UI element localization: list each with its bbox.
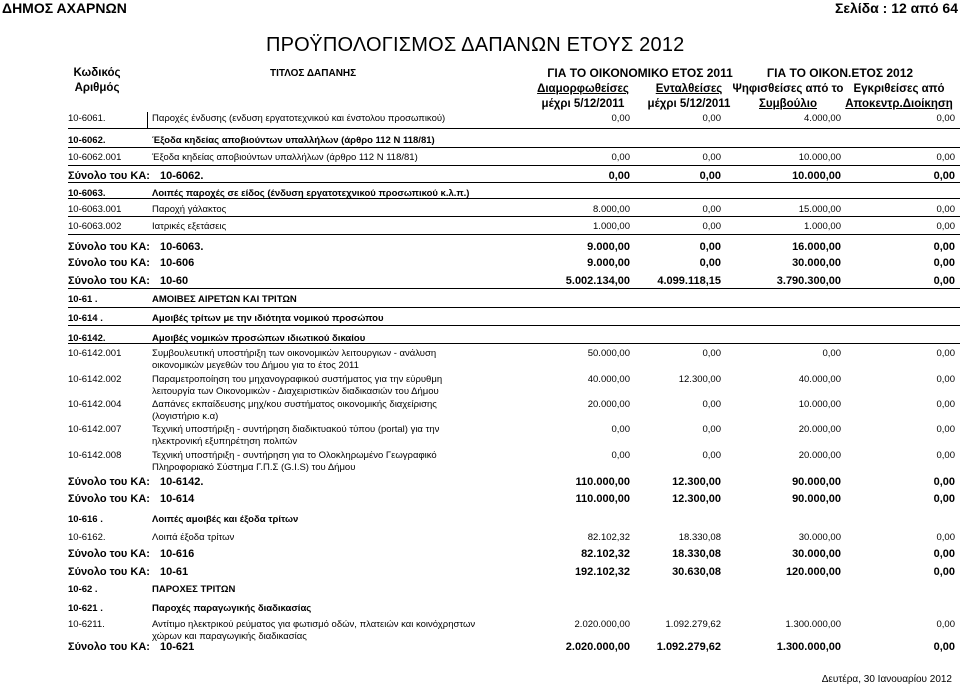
row-value: 20.000,00 [587,399,630,410]
row-description: Αμοιβές τρίτων με την ιδιότητα νομικού προσώπου [152,313,384,324]
row-separator [68,307,960,308]
row-value: 10.000,00 [798,152,841,163]
total-code: 10-6063. [160,241,204,253]
row-value: 0,00 [611,450,630,461]
total-code: 10-60 [160,275,189,287]
column-formed-line2: μέχρι 5/12/2011 [541,98,625,110]
total-label: Σύνολο του ΚΑ: [68,566,150,578]
row-value: 0,00 [936,152,955,163]
total-code: 10-614 [160,493,195,505]
row-description: Παραμετροποίηση του μηχανογραφικού συστήματος για την εύρυθμη [152,374,443,385]
total-value: 18.330,08 [672,548,721,560]
row-code: 10-62 . [68,584,98,595]
total-label: Σύνολο του ΚΑ: [68,641,150,653]
total-label: Σύνολο του ΚΑ: [68,275,150,287]
column-code [72,66,122,96]
row-code: 10-6142. [68,333,106,344]
row-code: 10-6062.001 [68,152,122,163]
row-value: 0,00 [702,113,721,124]
row-value: 50.000,00 [587,348,630,359]
total-label: Σύνολο του ΚΑ: [68,257,150,269]
row-code: 10-6142.004 [68,399,122,410]
row-description: ΠΑΡΟΧΕΣ ΤΡΙΤΩΝ [152,584,236,595]
total-label: Σύνολο του ΚΑ: [68,241,150,253]
row-value: 0,00 [702,348,721,359]
row-separator [68,288,960,289]
row-description: Δαπάνες εκπαίδευσης μηχ/κου συστήματος οικονομικής διαχείρισης [152,399,437,410]
row-description: Παροχές παραγωγικής διαδικασίας [152,603,312,614]
row-separator [68,128,960,129]
total-code: 10-606 [160,257,195,269]
row-code: 10-6063.001 [68,204,122,215]
row-code: 10-6142.007 [68,424,122,435]
total-value: 0,00 [933,548,955,560]
row-description: Λοιπές αμοιβές και έξοδα τρίτων [152,514,299,525]
row-value: 8.000,00 [593,204,630,215]
column-formed-line1: Διαμορφωθείσες [537,83,629,95]
row-separator [68,182,960,183]
row-value: 0,00 [936,532,955,543]
total-label: Σύνολο του ΚΑ: [68,170,150,182]
total-value: 0,00 [933,241,955,253]
row-value: 1.000,00 [593,221,630,232]
row-separator [68,325,960,326]
row-value: 0,00 [702,450,721,461]
row-code: 10-61 . [68,294,98,305]
total-value: 9.000,00 [587,241,630,253]
row-description: Ιατρικές εξετάσεις [152,221,227,232]
row-description: ΑΜΟΙΒΕΣ ΑΙΡΕΤΩΝ ΚΑΙ ΤΡΙΤΩΝ [152,294,297,305]
total-value: 4.099.118,15 [657,275,721,287]
column-approved-line1: Εγκριθείσες από [853,83,945,95]
row-description-cont: ηλεκτρονική εξυπηρέτηση πολιτών [152,436,298,447]
column-voted [728,82,848,112]
total-value: 90.000,00 [792,476,841,488]
row-value: 10.000,00 [798,399,841,410]
row-code: 10-6061. [68,113,106,124]
total-value: 0,00 [933,641,955,653]
row-separator [68,165,960,166]
row-value: 0,00 [936,221,955,232]
row-value: 0,00 [702,424,721,435]
row-value: 0,00 [936,619,955,630]
column-expense-title: ΤΙΤΛΟΣ ΔΑΠΑΝΗΣ [270,68,357,79]
row-value: 0,00 [936,399,955,410]
row-code: 10-6142.008 [68,450,122,461]
column-group-2012: ΓΙΑ ΤΟ ΟΙΚΟΝ.ΕΤΟΣ 2012 [766,66,914,80]
row-description-cont: λειτουργία των Οικονομικών - Διαχειριστικών διαδικασιών του Δήμου [152,386,439,397]
row-value: 4.000,00 [804,113,841,124]
row-separator [68,216,960,217]
total-value: 10.000,00 [792,170,841,182]
column-ordered-line1: Ενταλθείσες [655,83,723,95]
total-value: 82.102,32 [581,548,630,560]
total-value: 110.000,00 [575,493,630,505]
row-value: 0,00 [611,113,630,124]
total-code: 10-6142. [160,476,204,488]
row-value: 1.000,00 [804,221,841,232]
total-label: Σύνολο του ΚΑ: [68,476,150,488]
total-value: 5.002.134,00 [565,275,630,287]
row-description: Τεχνική υποστήριξη - συντήρηση για το Ολοκληρωμένο Γεωγραφικό [152,450,437,461]
total-value: 0,00 [608,170,630,182]
row-code: 10-621 . [68,603,103,614]
column-approved-line2: Αποκεντρ.Διοίκηση [845,98,953,110]
row-description: Αντίτιμο ηλεκτρικού ρεύματος για φωτισμό οδών, πλατειών και κοινόχρηστων [152,619,476,630]
total-label: Σύνολο του ΚΑ: [68,493,150,505]
row-value: 0,00 [936,204,955,215]
column-voted-line2: Συμβούλιο [759,98,817,110]
municipality-name: ΔΗΜΟΣ ΑΧΑΡΝΩΝ [2,0,127,16]
total-value: 0,00 [933,476,955,488]
row-value: 1.092.279,62 [665,619,721,630]
total-value: 0,00 [933,170,955,182]
row-description: Συμβουλευτική υποστήριξη των οικονομικών λειτουργιων - ανάλυση [152,348,437,359]
row-value: 0,00 [936,374,955,385]
row-description-cont: οικονομικών μεγεθών του Δήμου για το έτος 2011 [152,360,359,371]
row-code: 10-6063. [68,188,106,199]
row-description: Λοιπά έξοδα τρίτων [152,532,235,543]
row-code: 10-6142.001 [68,348,122,359]
total-value: 12.300,00 [672,476,721,488]
total-value: 1.300.000,00 [776,641,841,653]
row-code: 10-616 . [68,514,103,525]
total-value: 0,00 [699,170,721,182]
row-value: 20.000,00 [798,424,841,435]
row-description: Αμοιβές νομικών προσώπων ιδιωτικού δικαίου [152,333,366,344]
total-value: 0,00 [933,493,955,505]
total-code: 10-61 [160,566,189,578]
total-value: 30.000,00 [792,548,841,560]
row-value: 20.000,00 [798,450,841,461]
total-code: 10-6062. [160,170,204,182]
total-value: 120.000,00 [785,566,841,578]
row-value: 0,00 [702,221,721,232]
row-value: 2.020.000,00 [574,619,630,630]
total-value: 192.102,32 [574,566,630,578]
column-divider [147,112,148,128]
row-value: 0,00 [702,204,721,215]
row-code: 10-6062. [68,135,106,146]
row-description-cont: Πληροφοριακό Σύστημα Γ.Π.Σ (G.I.S) του Δήμου [152,462,356,473]
row-value: 18.330,08 [678,532,721,543]
row-value: 0,00 [936,113,955,124]
row-value: 30.000,00 [798,532,841,543]
total-code: 10-621 [160,641,195,653]
total-label: Σύνολο του ΚΑ: [68,548,150,560]
page-number: Σελίδα : 12 από 64 [834,0,958,16]
column-approved [838,82,960,112]
total-value: 1.092.279,62 [656,641,721,653]
row-value: 82.102,32 [587,532,630,543]
total-code: 10-616 [160,548,195,560]
row-value: 0,00 [702,152,721,163]
row-separator [68,147,960,148]
row-value: 0,00 [611,152,630,163]
row-value: 40.000,00 [587,374,630,385]
total-value: 30.630,08 [672,566,721,578]
total-value: 0,00 [933,257,955,269]
total-value: 0,00 [699,241,721,253]
row-value: 0,00 [611,424,630,435]
total-value: 0,00 [933,275,955,287]
row-code: 10-6142.002 [68,374,122,385]
total-value: 12.300,00 [672,493,721,505]
row-description-cont: χώρων και παραγωγικής διαδικασίας [152,631,307,642]
row-value: 0,00 [936,424,955,435]
column-ordered-line2: μέχρι 5/12/2011 [647,98,731,110]
row-value: 1.300.000,00 [785,619,841,630]
row-value: 15.000,00 [798,204,841,215]
row-code: 10-6162. [68,532,106,543]
row-description-cont: (λογιστήριο κ.α) [152,411,219,422]
row-description: Παροχή γάλακτος [152,204,227,215]
row-value: 40.000,00 [798,374,841,385]
row-separator [68,234,960,235]
row-code: 10-6063.002 [68,221,122,232]
column-code-line2: Αριθμός [74,82,120,94]
page-title: ΠΡΟΫΠΟΛΟΓΙΣΜΟΣ ΔΑΠΑΝΩΝ ΕΤΟΥΣ 2012 [266,34,685,56]
column-group-2011: ΓΙΑ ΤΟ ΟΙΚΟΝΟΜΙΚΟ ΕΤΟΣ 2011 [547,66,733,80]
row-description: Λοιπές παροχές σε είδος (ένδυση εργατοτεχνικού προσωπικού κ.λ.π.) [152,188,470,199]
row-code: 10-614 . [68,313,103,324]
column-formed [528,82,638,112]
total-value: 30.000,00 [792,257,841,269]
total-value: 2.020.000,00 [565,641,630,653]
row-value: 0,00 [702,399,721,410]
row-value: 0,00 [822,348,841,359]
row-description: Τεχνική υποστήριξη - συντήρηση διαδικτυακού τύπου (portal) για την [152,424,440,435]
row-value: 0,00 [936,450,955,461]
column-code-line1: Κωδικός [73,67,121,79]
column-voted-line1: Ψηφισθείσες από το [732,83,844,95]
total-value: 3.790.300,00 [776,275,841,287]
total-value: 90.000,00 [792,493,841,505]
total-value: 0,00 [699,257,721,269]
row-value: 12.300,00 [678,374,721,385]
footer-date: Δευτέρα, 30 Ιανουαρίου 2012 [821,674,952,685]
row-description: Έξοδα κηδείας αποβιούντων υπαλλήλων (άρθρο 112 Ν 118/81) [152,135,435,146]
row-description: Έξοδα κηδείας αποβιούντων υπαλλήλων (άρθρο 112 Ν 118/81) [152,152,418,163]
row-code: 10-6211. [68,619,105,630]
total-value: 0,00 [933,566,955,578]
row-description: Παροχές ένδυσης (ενδυση εργατοτεχνικού και ένστολου προσωπικού) [152,113,446,124]
total-value: 9.000,00 [587,257,630,269]
total-value: 16.000,00 [792,241,841,253]
total-value: 110.000,00 [575,476,630,488]
row-value: 0,00 [936,348,955,359]
